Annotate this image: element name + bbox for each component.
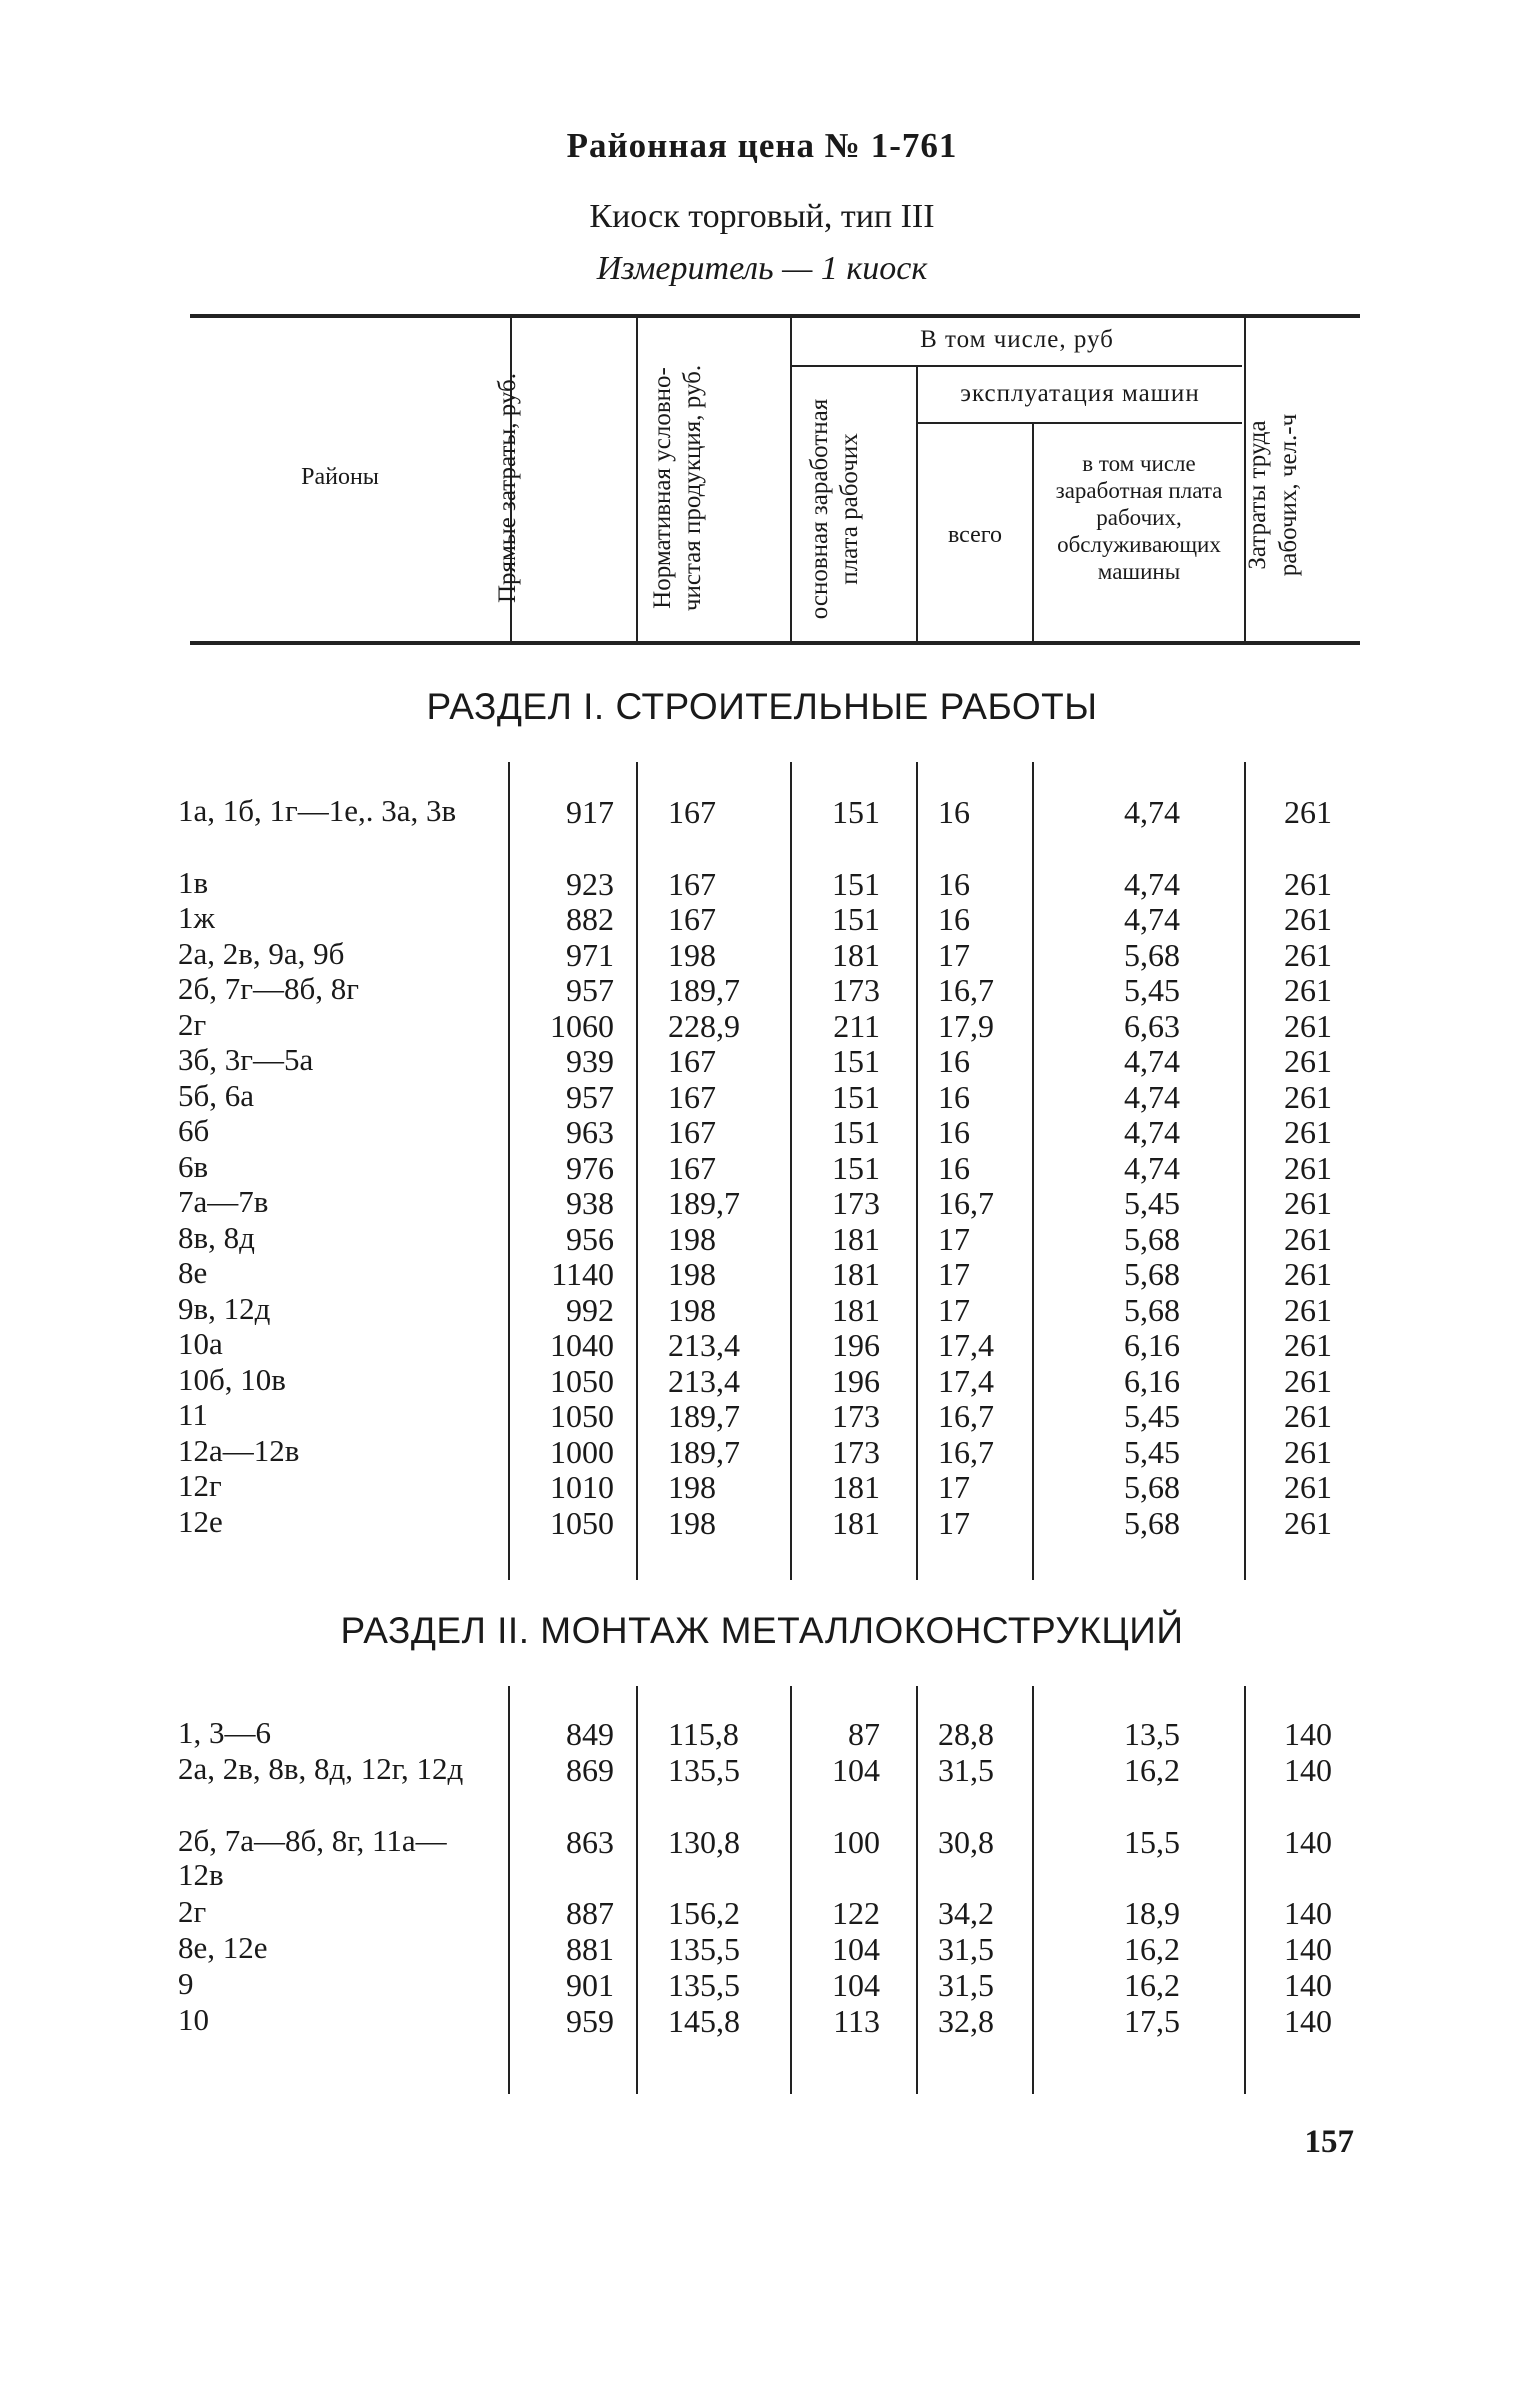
row-wage: 196: [832, 1327, 880, 1363]
row-machines-wage: 4,74: [1124, 1149, 1180, 1186]
row-region: 10: [178, 2001, 209, 2037]
row-normative: 198: [668, 1504, 716, 1541]
row-labor: 261: [1284, 865, 1332, 902]
row-wage: 181: [832, 936, 880, 973]
row-machines-wage: 5,45: [1124, 972, 1180, 1008]
row-region: 1ж: [178, 900, 215, 935]
row-region: 1а, 1б, 1г—1е,. 3а, 3в: [178, 793, 457, 828]
row-machines-total: 31,5: [938, 1931, 994, 1968]
section-1-divider-2: [636, 762, 638, 1580]
row-machines-total: 31,5: [938, 1751, 994, 1788]
row-region: 9в, 12д: [178, 1290, 271, 1326]
row-machines-total: 30,8: [938, 1823, 994, 1860]
row-wage: 151: [832, 901, 880, 937]
row-direct: 1060: [550, 1007, 614, 1044]
row-direct: 881: [566, 1931, 614, 1968]
col-normative-header: Нормативная условно-чистая продукция, руб.: [649, 364, 706, 612]
row-labor: 261: [1284, 1327, 1332, 1363]
row-wage: 104: [832, 1967, 880, 2003]
header-bottom-rule: [190, 641, 1360, 645]
row-machines-wage: 4,74: [1124, 1043, 1180, 1079]
section-1-title: РАЗДЕЛ I. СТРОИТЕЛЬНЫЕ РАБОТЫ: [426, 686, 1098, 727]
col-including-header: В том числе, руб: [920, 326, 1114, 353]
row-labor: 261: [1284, 936, 1332, 973]
header-divider-4: [916, 367, 918, 641]
row-direct: 1050: [550, 1504, 614, 1541]
row-machines-wage: 13,5: [1124, 1716, 1180, 1752]
row-normative: 213,4: [668, 1327, 740, 1363]
row-region: 8е, 12е: [178, 1930, 268, 1966]
row-direct: 992: [566, 1291, 614, 1328]
row-direct: 901: [566, 1967, 614, 2003]
page-title: Районная цена № 1-761: [566, 126, 958, 165]
including-rule: [792, 365, 1242, 367]
row-direct: 957: [566, 1078, 614, 1115]
row-normative: 189,7: [668, 1398, 740, 1434]
row-machines-wage: 6,16: [1124, 1362, 1180, 1399]
row-direct: 963: [566, 1114, 614, 1150]
row-machines-wage: 5,68: [1124, 1504, 1180, 1541]
row-direct: 1010: [550, 1469, 614, 1505]
row-machines-wage: 5,45: [1124, 1398, 1180, 1434]
row-machines-wage: 16,2: [1124, 1931, 1180, 1968]
row-normative: 189,7: [668, 972, 740, 1008]
row-normative: 156,2: [668, 1895, 740, 1932]
row-machines-wage: 5,68: [1124, 1220, 1180, 1257]
row-machines-total: 34,2: [938, 1895, 994, 1932]
row-labor: 261: [1284, 1043, 1332, 1079]
row-machines-total: 17: [938, 1504, 970, 1541]
row-labor: 140: [1284, 1716, 1332, 1752]
row-wage: 151: [832, 1043, 880, 1079]
row-wage: 122: [832, 1895, 880, 1932]
row-region: 2а, 2в, 9а, 9б: [178, 935, 345, 971]
row-normative: 135,5: [668, 1967, 740, 2003]
row-direct: 1050: [550, 1362, 614, 1399]
row-machines-wage: 16,2: [1124, 1967, 1180, 2003]
row-region: 12а—12в: [178, 1432, 300, 1468]
row-labor: 140: [1284, 1967, 1332, 2003]
row-machines-wage: 4,74: [1124, 1078, 1180, 1115]
row-direct: 957: [566, 972, 614, 1008]
row-machines-wage: 6,16: [1124, 1327, 1180, 1363]
col-direct-header: Прямые затраты, руб.: [494, 372, 521, 604]
row-normative: 213,4: [668, 1362, 740, 1399]
col-wage-header: основная заработная плата рабочих: [806, 398, 863, 620]
header-divider-2: [636, 318, 638, 641]
row-normative: 135,5: [668, 1931, 740, 1968]
row-direct: 1000: [550, 1433, 614, 1470]
row-labor: 261: [1284, 972, 1332, 1008]
row-normative: 145,8: [668, 2002, 740, 2039]
row-normative: 167: [668, 1078, 716, 1115]
row-normative: 167: [668, 1149, 716, 1186]
row-machines-total: 17: [938, 1291, 970, 1328]
row-wage: 151: [832, 794, 880, 830]
row-normative: 198: [668, 936, 716, 973]
section-1-divider-1: [508, 762, 510, 1580]
row-machines-total: 28,8: [938, 1716, 994, 1752]
row-normative: 167: [668, 794, 716, 830]
row-direct: 849: [566, 1716, 614, 1752]
row-labor: 261: [1284, 1362, 1332, 1399]
row-region: 2г: [178, 1006, 207, 1042]
row-machines-wage: 16,2: [1124, 1751, 1180, 1788]
row-machines-wage: 4,74: [1124, 865, 1180, 902]
row-labor: 261: [1284, 901, 1332, 937]
row-normative: 115,8: [668, 1716, 739, 1752]
row-wage: 104: [832, 1931, 880, 1968]
row-machines-total: 17,4: [938, 1327, 994, 1363]
section-1-divider-5: [1032, 762, 1034, 1580]
row-region: 1, 3—6: [178, 1715, 271, 1750]
col-regions-header: Районы: [301, 464, 379, 490]
row-machines-total: 16: [938, 794, 970, 830]
row-machines-total: 16: [938, 1149, 970, 1186]
row-machines-total: 31,5: [938, 1967, 994, 2003]
row-machines-total: 17: [938, 1220, 970, 1257]
row-wage: 181: [832, 1256, 880, 1292]
row-region: 2а, 2в, 8в, 8д, 12г, 12д: [178, 1750, 464, 1786]
row-machines-wage: 5,68: [1124, 1469, 1180, 1505]
row-normative: 189,7: [668, 1433, 740, 1470]
row-direct: 1040: [550, 1327, 614, 1363]
row-machines-total: 32,8: [938, 2002, 994, 2039]
row-normative: 198: [668, 1291, 716, 1328]
row-labor: 261: [1284, 1220, 1332, 1257]
col-machines-total-header: всего: [947, 522, 1003, 548]
row-region: 10а: [178, 1326, 223, 1361]
row-wage: 173: [832, 1398, 880, 1434]
row-direct: 971: [566, 936, 614, 973]
row-machines-wage: 5,68: [1124, 936, 1180, 973]
row-labor: 261: [1284, 1185, 1332, 1221]
row-labor: 261: [1284, 1256, 1332, 1292]
row-machines-wage: 18,9: [1124, 1895, 1180, 1932]
row-labor: 261: [1284, 1433, 1332, 1470]
row-normative: 167: [668, 865, 716, 902]
row-direct: 923: [566, 865, 614, 902]
row-wage: 196: [832, 1362, 880, 1399]
header-divider-3: [790, 318, 792, 641]
row-wage: 151: [832, 1078, 880, 1115]
row-machines-wage: 15,5: [1124, 1823, 1180, 1860]
row-wage: 113: [833, 2002, 880, 2039]
row-region: 8в, 8д: [178, 1219, 255, 1255]
row-machines-wage: 5,45: [1124, 1185, 1180, 1221]
row-normative: 167: [668, 1114, 716, 1150]
row-region: 6б: [178, 1113, 210, 1148]
row-machines-wage: 5,45: [1124, 1433, 1180, 1470]
row-normative: 167: [668, 901, 716, 937]
row-wage: 151: [832, 1114, 880, 1150]
row-direct: 863: [566, 1823, 614, 1860]
row-direct: 917: [566, 794, 614, 830]
row-normative: 198: [668, 1220, 716, 1257]
row-labor: 261: [1284, 1149, 1332, 1186]
row-region: 2б, 7г—8б, 8г: [178, 971, 359, 1006]
header-divider-5: [1032, 424, 1034, 641]
header-top-rule: [190, 314, 1360, 318]
section-1-divider-6: [1244, 762, 1246, 1580]
col-machines-header: эксплуатация машин: [960, 380, 1200, 407]
row-normative: 198: [668, 1256, 716, 1292]
row-labor: 261: [1284, 1114, 1332, 1150]
row-region: 1в: [178, 864, 209, 900]
row-region: 5б, 6а: [178, 1077, 255, 1113]
row-machines-total: 16: [938, 1043, 970, 1079]
row-normative: 189,7: [668, 1185, 740, 1221]
row-machines-wage: 6,63: [1124, 1007, 1180, 1044]
row-region: 10б, 10в: [178, 1361, 286, 1397]
row-wage: 181: [832, 1469, 880, 1505]
section-2-title: РАЗДЕЛ II. МОНТАЖ МЕТАЛЛОКОНСТРУКЦИЙ: [340, 1610, 1184, 1651]
row-normative: 198: [668, 1469, 716, 1505]
row-region: 12е: [178, 1503, 223, 1539]
row-normative: 135,5: [668, 1751, 740, 1788]
row-wage: 104: [832, 1751, 880, 1788]
row-wage: 100: [832, 1823, 880, 1860]
row-machines-total: 16,7: [938, 1398, 994, 1434]
row-machines-total: 17,4: [938, 1362, 994, 1399]
row-region: 9: [178, 1966, 194, 2001]
section-2-divider-4: [916, 1686, 918, 2094]
row-labor: 261: [1284, 1398, 1332, 1434]
row-machines-wage: 4,74: [1124, 1114, 1180, 1150]
row-labor: 261: [1284, 1469, 1332, 1505]
row-direct: 959: [566, 2002, 614, 2039]
row-direct: 882: [566, 901, 614, 937]
row-labor: 261: [1284, 1007, 1332, 1044]
row-wage: 151: [832, 1149, 880, 1186]
row-region: 2б, 7а—8б, 8г, 11а—12в: [178, 1822, 447, 1892]
row-labor: 261: [1284, 1504, 1332, 1541]
row-normative: 130,8: [668, 1823, 740, 1860]
row-direct: 976: [566, 1149, 614, 1186]
row-labor: 140: [1284, 1751, 1332, 1788]
section-2-divider-6: [1244, 1686, 1246, 2094]
row-labor: 140: [1284, 1931, 1332, 1968]
row-machines-total: 16,7: [938, 972, 994, 1008]
row-machines-wage: 5,68: [1124, 1256, 1180, 1292]
section-2-divider-3: [790, 1686, 792, 2094]
row-direct: 1050: [550, 1398, 614, 1434]
row-normative: 228,9: [668, 1007, 740, 1044]
row-labor: 261: [1284, 794, 1332, 830]
row-wage: 173: [832, 1433, 880, 1470]
row-wage: 173: [832, 972, 880, 1008]
row-direct: 887: [566, 1895, 614, 1932]
row-machines-total: 16,7: [938, 1433, 994, 1470]
row-direct: 938: [566, 1185, 614, 1221]
row-wage: 211: [833, 1007, 880, 1044]
row-labor: 140: [1284, 2002, 1332, 2039]
row-machines-total: 16: [938, 1078, 970, 1115]
machines-rule: [918, 422, 1242, 424]
row-region: 6в: [178, 1148, 209, 1184]
row-wage: 151: [832, 865, 880, 902]
row-region: 8е: [178, 1255, 208, 1290]
row-direct: 1140: [551, 1256, 614, 1292]
row-region: 12г: [178, 1468, 222, 1503]
section-1-divider-3: [790, 762, 792, 1580]
row-machines-wage: 4,74: [1124, 901, 1180, 937]
col-labor-header: Затраты труда рабочих, чел.-ч: [1244, 413, 1302, 577]
row-machines-total: 16: [938, 865, 970, 902]
row-labor: 261: [1284, 1291, 1332, 1328]
measure-unit: Измеритель — 1 киоск: [596, 250, 928, 287]
row-region: 11: [178, 1397, 208, 1432]
section-2-divider-1: [508, 1686, 510, 2094]
row-labor: 140: [1284, 1823, 1332, 1860]
row-labor: 261: [1284, 1078, 1332, 1115]
row-direct: 939: [566, 1043, 614, 1079]
row-machines-total: 17: [938, 1256, 970, 1292]
row-machines-wage: 17,5: [1124, 2002, 1180, 2039]
row-machines-total: 16,7: [938, 1185, 994, 1221]
row-machines-wage: 5,68: [1124, 1291, 1180, 1328]
row-machines-total: 17: [938, 1469, 970, 1505]
row-region: 7а—7в: [178, 1184, 269, 1219]
row-direct: 956: [566, 1220, 614, 1257]
page-number: 157: [1304, 2124, 1354, 2160]
row-machines-total: 17,9: [938, 1007, 994, 1044]
row-wage: 87: [848, 1716, 880, 1752]
row-normative: 167: [668, 1043, 716, 1079]
row-wage: 181: [832, 1291, 880, 1328]
section-1-divider-4: [916, 762, 918, 1580]
subtitle: Киоск торговый, тип III: [589, 198, 935, 235]
col-machines-wage-header: в том числе заработная плата рабочих, обслуживающих машины: [1055, 451, 1223, 584]
row-machines-total: 16: [938, 901, 970, 937]
row-wage: 173: [832, 1185, 880, 1221]
section-2-divider-2: [636, 1686, 638, 2094]
row-wage: 181: [832, 1220, 880, 1257]
row-machines-total: 17: [938, 936, 970, 973]
row-labor: 140: [1284, 1895, 1332, 1932]
row-wage: 181: [832, 1504, 880, 1541]
row-machines-wage: 4,74: [1124, 794, 1180, 830]
row-region: 2г: [178, 1894, 207, 1930]
section-2-divider-5: [1032, 1686, 1034, 2094]
row-direct: 869: [566, 1751, 614, 1788]
row-machines-total: 16: [938, 1114, 970, 1150]
row-region: 3б, 3г—5а: [178, 1042, 314, 1077]
